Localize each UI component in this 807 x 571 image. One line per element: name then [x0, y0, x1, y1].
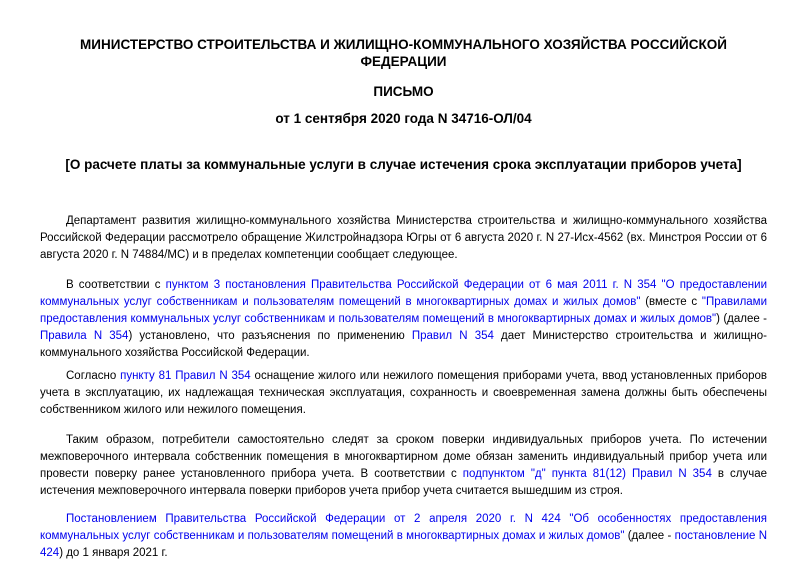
paragraph-2-text-3: ) (далее - — [716, 313, 767, 325]
paragraph-2-text-2: (вместе с — [640, 296, 702, 308]
link-resolution-354-item-3[interactable]: пунктом 3 постановления Правительства Российской Федерации от 6 мая 2011 г. N 354 "О предоставлении коммунальных услуг собственникам и пользователям помещений в многоквартирных домах и жилых домов" — [40, 279, 768, 308]
paragraph-1-text: Департамент развития жилищно-коммунального хозяйства Министерства строительства и жилищно-коммунального хозяйства Российской Федерации рассмотрело обращение Жилстройнадзора Югры от 6 августа 2020 г. N 27-Исх-4562 (вх. Минстроя России от 6 августа 2020 г. N 74884/МС) и в пределах компетенции сообщает следующее. — [40, 215, 767, 261]
link-rules-354-second[interactable]: Правил N 354 — [411, 330, 494, 342]
paragraph-1 — [40, 213, 767, 264]
paragraph-5-text-1: (далее - — [624, 530, 675, 542]
document-subject: [О расчете платы за коммунальные услуги в случае истечения срока эксплуатации приборов учета] — [65, 157, 742, 172]
paragraph-2-text-1: В соответствии с — [66, 279, 166, 291]
paragraph-4 — [40, 432, 767, 500]
link-rules-utility-services[interactable]: "Правилами предоставления коммунальных услуг собственникам и пользователям помещений в многоквартирных домах и жилых домов" — [40, 296, 767, 325]
paragraph-4-text-1: Таким образом, потребители самостоятельно следят за сроком поверки индивидуальных приборов учета. По истечении межповерочного интервала собственник помещения в многоквартирном доме обязан заменить индивидуальный прибор учета или провести поверку ранее установленного прибора учета. В соответствии с — [40, 434, 767, 480]
paragraph-3-text-2: оснащение жилого или нежилого помещения приборами учета, ввод установленных приборов учета в эксплуатацию, их надлежащая техническая эксплуатация, сохранность и своевременная замена должны быть обеспечены собственником жилого или нежилого помещения. — [40, 370, 767, 416]
link-rules-354[interactable]: Правила N 354 — [40, 330, 129, 342]
document-type: ПИСЬМО — [373, 84, 434, 99]
link-item-81-rules-354[interactable]: пункту 81 Правил N 354 — [120, 370, 251, 382]
paragraph-5-text-2: ) до 1 января 2021 г. — [59, 547, 168, 559]
paragraph-3 — [40, 368, 767, 419]
ministry-title: МИНИСТЕРСТВО СТРОИТЕЛЬСТВА И ЖИЛИЩНО-КОММУНАЛЬНОГО ХОЗЯЙСТВА РОССИЙСКОЙ ФЕДЕРАЦИИ — [80, 37, 727, 69]
paragraph-2-text-5: дает Министерство строительства и жилищно-коммунального хозяйства Российской Федерации. — [40, 330, 767, 359]
link-resolution-424-short[interactable]: постановление N 424 — [40, 530, 767, 559]
document-number: от 1 сентября 2020 года N 34716-ОЛ/04 — [275, 111, 532, 126]
paragraph-2 — [40, 277, 767, 362]
paragraph-2-text-4: ) установлено, что разъяснения по применению — [128, 330, 412, 342]
paragraph-5 — [40, 511, 767, 562]
paragraph-3-text-1: Согласно — [66, 370, 121, 382]
link-subitem-d-item-81-12[interactable]: подпунктом "д" пункта 81(12) Правил N 354 — [462, 468, 712, 480]
link-resolution-424[interactable]: Постановлением Правительства Российской Федерации от 2 апреля 2020 г. N 424 "Об особенностях предоставления коммунальных услуг собственникам и пользователям помещений в многоквартирных домах и жилых домов" — [40, 513, 767, 542]
paragraph-4-text-2: в случае истечения межповерочного интервала поверки приборов учета прибор учета считается вышедшим из строя. — [40, 468, 767, 497]
